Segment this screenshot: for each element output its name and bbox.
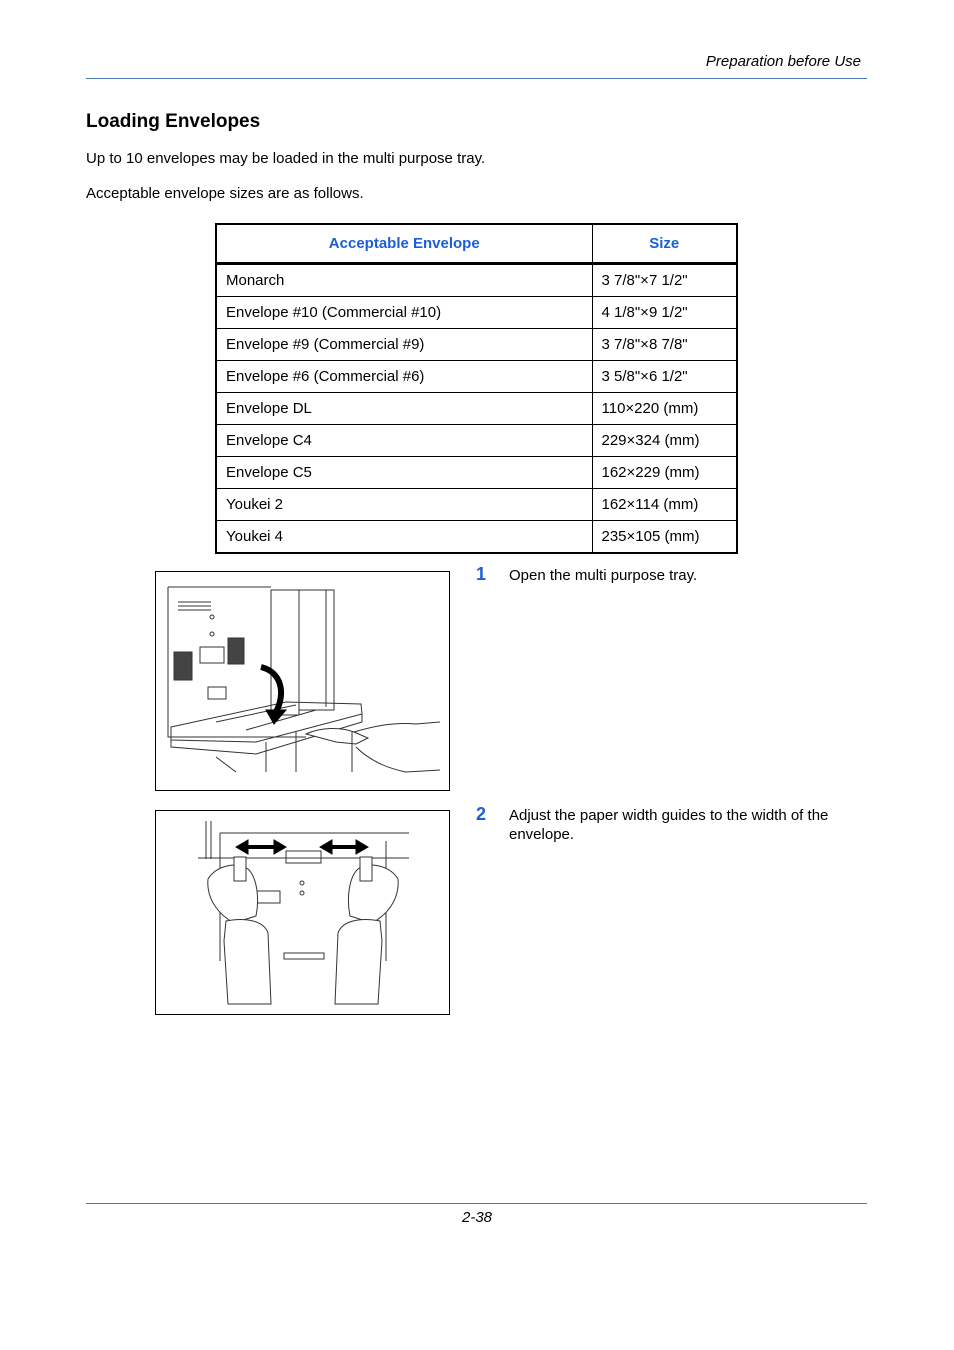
- table-row: [216, 297, 737, 329]
- envelope-size: 110×220 (mm): [592, 393, 737, 425]
- table-row: [216, 393, 737, 425]
- intro-paragraph: Up to 10 envelopes may be loaded in the multi purpose tray.: [86, 150, 486, 167]
- envelope-size: 162×114 (mm): [592, 489, 737, 521]
- step-2-number: 2: [476, 804, 487, 824]
- column-header-size: Size: [592, 224, 737, 264]
- envelope-name: Envelope #6 (Commercial #6): [216, 361, 592, 393]
- envelope-size: 4 1/8"×9 1/2": [592, 297, 737, 329]
- envelope-size: 3 7/8"×8 7/8": [592, 329, 737, 361]
- step-1-number: 1: [476, 564, 487, 584]
- envelope-size: 3 7/8"×7 1/2": [592, 264, 737, 297]
- envelope-name: Youkei 4: [216, 521, 592, 554]
- table-row: [216, 457, 737, 489]
- page-number: 2-38: [461, 1209, 493, 1226]
- adjust-guides-illustration: [155, 810, 450, 1015]
- running-header: Preparation before Use: [705, 53, 861, 70]
- table-header-row: [216, 224, 737, 264]
- envelope-size: 229×324 (mm): [592, 425, 737, 457]
- section-title: Loading Envelopes: [86, 111, 261, 132]
- envelope-name: Envelope DL: [216, 393, 592, 425]
- sizes-intro-paragraph: Acceptable envelope sizes are as follows.: [86, 185, 364, 202]
- envelope-size: 3 5/8"×6 1/2": [592, 361, 737, 393]
- envelope-name: Envelope C5: [216, 457, 592, 489]
- table-row: [216, 361, 737, 393]
- envelope-size-table: [215, 223, 738, 554]
- table-row: [216, 489, 737, 521]
- table-row: [216, 521, 737, 554]
- envelope-name: Envelope #10 (Commercial #10): [216, 297, 592, 329]
- column-header-envelope: Acceptable Envelope: [216, 224, 592, 264]
- header-rule: [86, 78, 867, 79]
- envelope-name: Envelope C4: [216, 425, 592, 457]
- table-row: [216, 264, 737, 297]
- envelope-size: 162×229 (mm): [592, 457, 737, 489]
- footer-rule: [86, 1203, 867, 1204]
- open-tray-illustration: [155, 571, 450, 791]
- step-1-text: Open the multi purpose tray.: [509, 567, 698, 584]
- step-2-text: Adjust the paper width guides to the width of the envelope.: [509, 807, 829, 843]
- envelope-name: Youkei 2: [216, 489, 592, 521]
- table-row: [216, 329, 737, 361]
- envelope-name: Monarch: [216, 264, 592, 297]
- table-row: [216, 425, 737, 457]
- envelope-size: 235×105 (mm): [592, 521, 737, 554]
- envelope-name: Envelope #9 (Commercial #9): [216, 329, 592, 361]
